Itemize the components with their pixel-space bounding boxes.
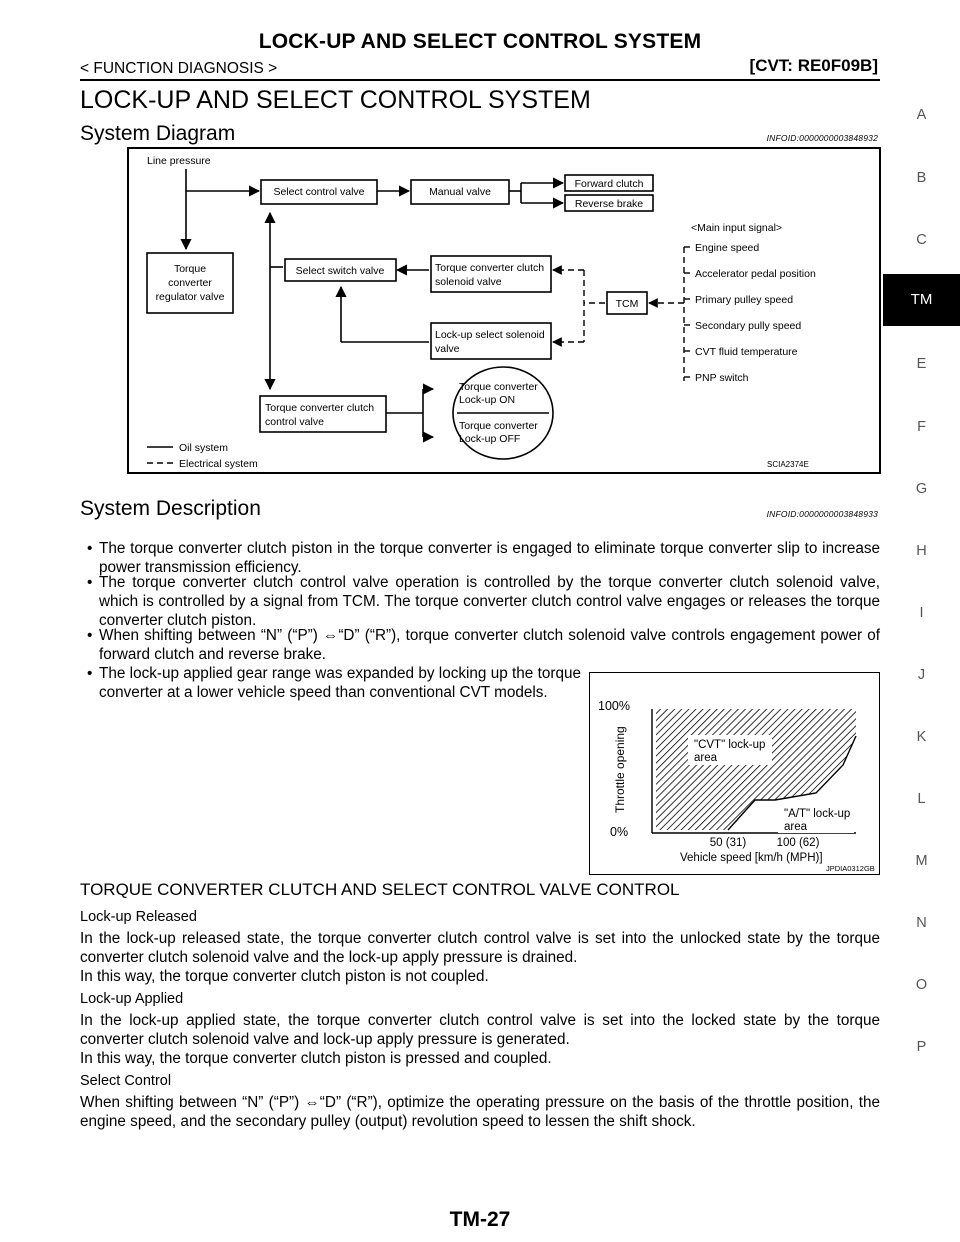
signal-primary-pulley: Primary pulley speed	[695, 294, 794, 306]
tab-tm[interactable]: TM	[883, 274, 960, 326]
tab-f[interactable]: F	[917, 419, 926, 435]
forward-clutch-label: Forward clutch	[574, 178, 644, 190]
tab-p[interactable]: P	[916, 1039, 927, 1055]
system-diagram-title: System Diagram	[80, 122, 236, 145]
lockup-off-label-1: Torque converter	[459, 420, 538, 432]
signal-secondary-pulley: Secondary pully speed	[695, 320, 802, 332]
tab-o[interactable]: O	[915, 977, 928, 993]
lockup-off-label-2: Lock-up OFF	[459, 433, 521, 445]
select-control-valve-label: Select control valve	[273, 186, 365, 198]
tcc-control-label-2: control valve	[265, 416, 324, 428]
bullet-item: • The torque converter clutch control valve operation is controlled by the torque converter clutch solenoid valve, which is controlled by a signal from TCM. The torque converter clutch control valve engages or releases the torque converter clutch piston.	[87, 574, 880, 629]
tcc-solenoid-label-1: Torque converter clutch	[435, 262, 545, 274]
graph-at-area-2: area	[784, 821, 808, 833]
section-title: LOCK-UP AND SELECT CONTROL SYSTEM	[80, 86, 591, 114]
tab-e[interactable]: E	[916, 356, 927, 372]
graph-y-top: 100%	[598, 699, 630, 713]
tab-n[interactable]: N	[916, 915, 927, 931]
lockup-applied-title: Lock-up Applied	[80, 991, 184, 1007]
control-heading: TORQUE CONVERTER CLUTCH AND SELECT CONTROL VALVE CONTROL	[80, 880, 680, 899]
tab-k[interactable]: K	[916, 729, 927, 745]
manual-valve-label: Manual valve	[429, 186, 491, 198]
lockup-on-label-1: Torque converter	[459, 381, 538, 393]
header-rule	[80, 79, 880, 81]
tab-c[interactable]: C	[916, 232, 927, 248]
tab-i[interactable]: I	[919, 605, 924, 621]
graph-x-tick-2: 100 (62)	[776, 837, 820, 849]
system-diagram	[127, 147, 881, 474]
tc-regulator-label-1: Torque	[173, 263, 207, 275]
graph-cvt-area-1: "CVT" lock-up	[694, 739, 766, 751]
page-number: TM-27	[449, 1208, 511, 1231]
select-control-title: Select Control	[80, 1073, 172, 1089]
lockup-released-title: Lock-up Released	[80, 909, 197, 925]
graph-cvt-area-2: area	[694, 752, 718, 764]
lockup-area-graph	[589, 672, 880, 875]
signal-pnp-switch: PNP switch	[695, 372, 749, 384]
lockup-on-label-2: Lock-up ON	[459, 394, 516, 406]
select-control-text: When shifting between “N” (“P”) ⇔“D” (“R”), optimize the operating pressure on the basis of the throttle position, the engine speed, and the secondary pulley (output) revolution speed to lessen the shift shock.	[80, 1094, 880, 1130]
signal-fluid-temp: CVT fluid temperature	[695, 346, 798, 358]
tab-l[interactable]: L	[917, 791, 926, 807]
lockup-released-text: In the lock-up released state, the torque converter clutch control valve is set into the unlocked state by the torque converter clutch solenoid valve and the lock-up apply pressure is drained. In this way, the torque converter clutch piston is not coupled.	[80, 930, 880, 985]
graph-x-tick-1: 50 (31)	[709, 837, 747, 849]
line-pressure-label: Line pressure	[147, 155, 211, 167]
lockup-select-label-1: Lock-up select solenoid	[435, 329, 545, 341]
tc-regulator-label-2: converter	[168, 277, 212, 289]
system-diagram-infoid: INFOID:0000000003848932	[766, 133, 878, 143]
legend-oil-label: Oil system	[179, 442, 229, 454]
bullet-item: • The lock-up applied gear range was expanded by locking up the torque converter at a lower vehicle speed than conventional CVT models.	[87, 665, 581, 701]
system-description-title: System Description	[80, 497, 261, 520]
tab-h[interactable]: H	[916, 543, 927, 559]
lockup-applied-text: In the lock-up applied state, the torque converter clutch control valve is set into the locked state by the torque converter clutch solenoid valve and lock-up apply pressure is generated. In this way, the torque converter clutch piston is pressed and coupled.	[80, 1012, 880, 1067]
page-header-title: LOCK-UP AND SELECT CONTROL SYSTEM	[258, 30, 702, 53]
tab-b[interactable]: B	[916, 170, 927, 186]
tcc-control-label-1: Torque converter clutch	[265, 402, 375, 414]
legend-electrical-label: Electrical system	[179, 458, 258, 470]
signal-engine-speed: Engine speed	[695, 242, 760, 254]
tc-regulator-label-3: regulator valve	[155, 291, 225, 303]
bullet-item: • When shifting between “N” (“P”) ⇔“D” (“R”), torque converter clutch solenoid valve controls engagement power of forward clutch and reverse brake.	[87, 627, 880, 663]
lockup-select-label-2: valve	[435, 343, 460, 355]
tab-g[interactable]: G	[915, 481, 928, 497]
tcc-solenoid-label-2: solenoid valve	[435, 276, 502, 288]
select-switch-valve-label: Select switch valve	[295, 265, 385, 277]
graph-x-label: Vehicle speed [km/h (MPH)]	[680, 852, 823, 864]
bullet-item: • The torque converter clutch piston in the torque converter is engaged to eliminate torque converter slip to increase power transmission efficiency.	[87, 540, 880, 576]
tab-a[interactable]: A	[916, 107, 927, 123]
system-description-infoid: INFOID:0000000003848933	[766, 509, 878, 519]
graph-y-bottom: 0%	[610, 825, 629, 839]
graph-code: JPDIA0312GB	[826, 864, 875, 873]
reverse-brake-label: Reverse brake	[574, 198, 644, 210]
model-code: [CVT: RE0F09B]	[749, 56, 878, 75]
tab-j[interactable]: J	[917, 667, 926, 683]
graph-at-area-1: "A/T" lock-up	[784, 808, 851, 820]
tab-m[interactable]: M	[915, 853, 928, 869]
tcm-label: TCM	[615, 298, 639, 310]
side-index-tabs	[883, 0, 960, 1242]
main-input-signal-label: <Main input signal>	[691, 222, 783, 234]
graph-y-label: Throttle opening	[613, 726, 627, 813]
diagram-code: SCIA2374E	[767, 460, 809, 469]
signal-accelerator: Accelerator pedal position	[695, 268, 816, 280]
breadcrumb: < FUNCTION DIAGNOSIS >	[80, 60, 278, 77]
